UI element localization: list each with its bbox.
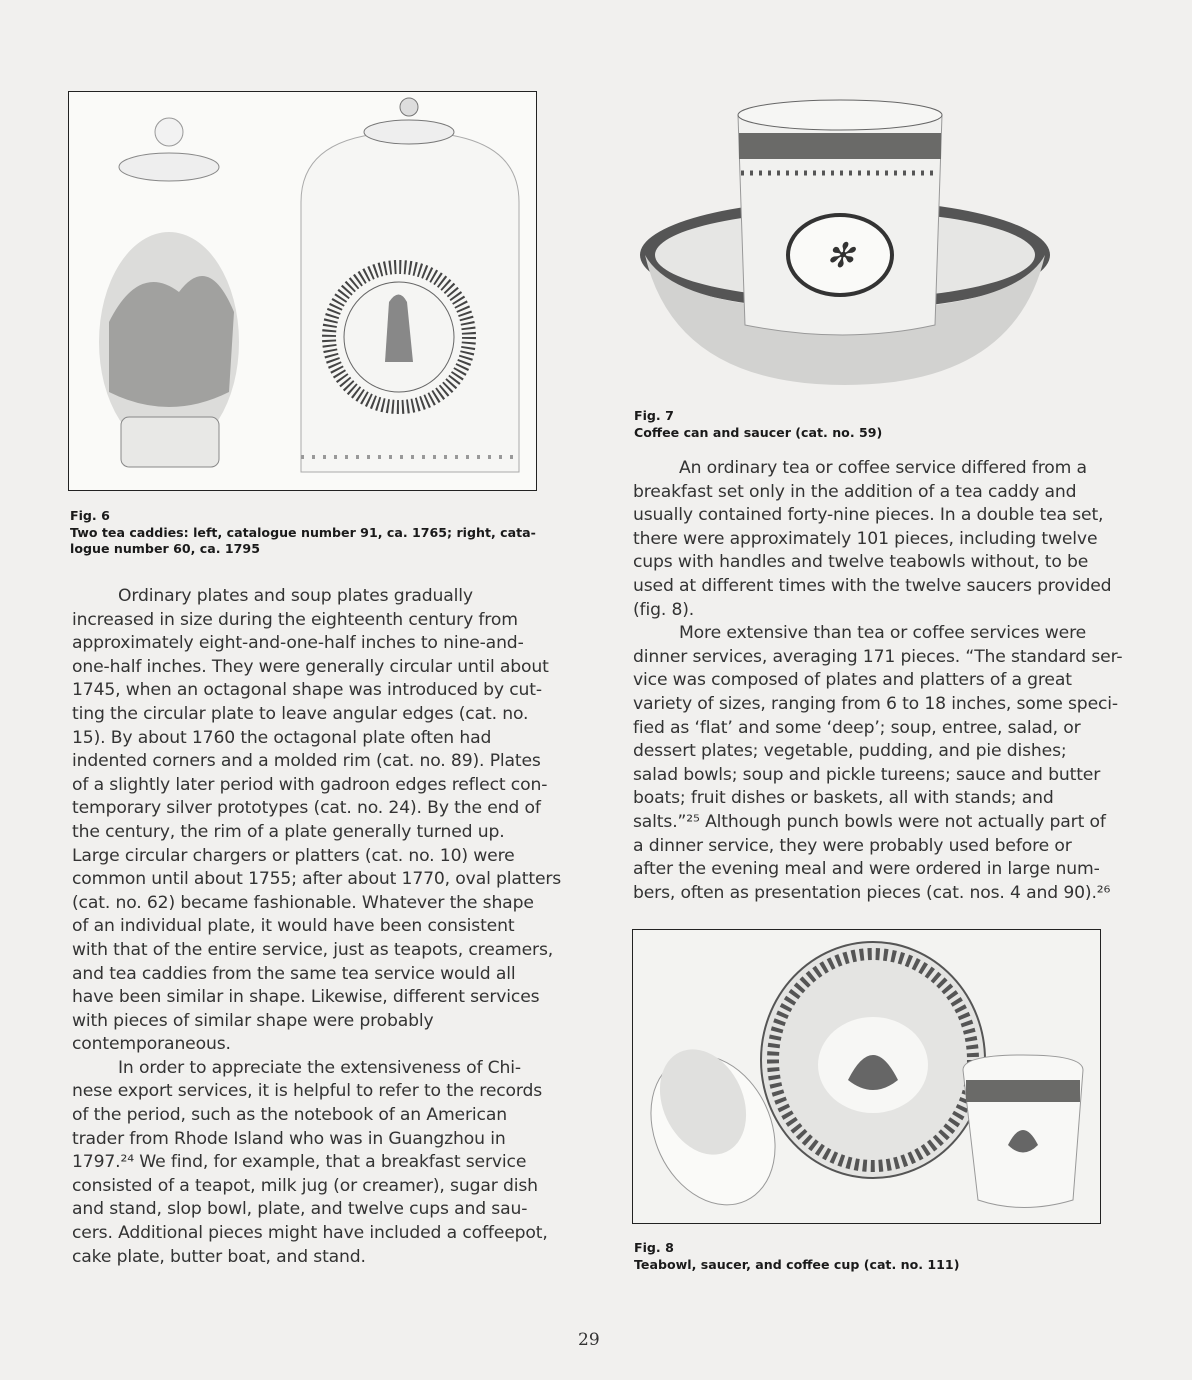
text-line: salad bowls; soup and pickle tureens; sauce and butter bbox=[633, 764, 1101, 785]
text-line: contemporaneous. bbox=[72, 1034, 231, 1055]
text-line: approximately eight-and-one-half inches to nine-and- bbox=[72, 633, 524, 654]
fig7-photo bbox=[635, 95, 1055, 395]
text-line: 1797.²⁴ We find, for example, that a breakfast service bbox=[72, 1152, 527, 1173]
text-line: with pieces of similar shape were probably bbox=[72, 1010, 434, 1031]
text-line: of the period, such as the notebook of an American bbox=[72, 1105, 507, 1126]
text-line: More extensive than tea or coffee services were bbox=[679, 623, 1087, 644]
text-line: vice was composed of plates and platters of a great bbox=[633, 670, 1072, 691]
fig6-caption bbox=[70, 508, 536, 558]
fig7-caption bbox=[634, 408, 882, 441]
fig8-photo bbox=[632, 929, 1101, 1224]
fig7-caption-line: Coffee can and saucer (cat. no. 59) bbox=[634, 424, 883, 440]
text-line: common until about 1755; after about 1770, oval platters bbox=[72, 869, 562, 890]
text-line: and tea caddies from the same tea service would all bbox=[72, 963, 516, 984]
text-line: Large circular chargers or platters (cat. no. 10) were bbox=[72, 845, 515, 866]
text-line: temporary silver prototypes (cat. no. 24). By the end of bbox=[72, 798, 541, 819]
text-line: salts.”²⁵ Although punch bowls were not actually part of bbox=[633, 811, 1106, 832]
text-line: fied as ‘flat’ and some ‘deep’; soup, entree, salad, or bbox=[633, 717, 1081, 738]
text-line: 1745, when an octagonal shape was introduced by cut- bbox=[72, 680, 542, 701]
text-line: after the evening meal and were ordered in large num- bbox=[633, 859, 1100, 880]
tea-caddies-image bbox=[69, 92, 536, 490]
fig7-label: Fig. 7 bbox=[634, 408, 674, 423]
text-line: trader from Rhode Island who was in Guangzhou in bbox=[72, 1128, 506, 1149]
text-line: (fig. 8). bbox=[633, 599, 695, 620]
text-line: bers, often as presentation pieces (cat. nos. 4 and 90).²⁶ bbox=[633, 882, 1111, 903]
text-line: increased in size during the eighteenth century from bbox=[72, 609, 518, 630]
text-line: of a slightly later period with gadroon edges reflect con- bbox=[72, 774, 548, 795]
text-line: there were approximately 101 pieces, including twelve bbox=[633, 528, 1098, 549]
text-line: of an individual plate, it would have been consistent bbox=[72, 916, 515, 937]
text-line: cups with handles and twelve teabowls without, to be bbox=[633, 552, 1089, 573]
text-line: 15). By about 1760 the octagonal plate often had bbox=[72, 727, 492, 748]
fig8-caption bbox=[634, 1240, 959, 1273]
text-line: breakfast set only in the addition of a tea caddy and bbox=[633, 481, 1077, 502]
text-line: usually contained forty-nine pieces. In a double tea set, bbox=[633, 505, 1104, 526]
text-line: one-half inches. They were generally circular until about bbox=[72, 656, 549, 677]
fig6-caption-line: Two tea caddies: left, catalogue number 91, ca. 1765; right, cata- bbox=[70, 524, 536, 540]
fig6-caption-line: logue number 60, ca. 1795 bbox=[70, 541, 260, 556]
text-line: (cat. no. 62) became fashionable. Whatever the shape bbox=[72, 892, 534, 913]
text-line: Ordinary plates and soup plates gradually bbox=[118, 586, 473, 606]
fig6-photo bbox=[68, 91, 537, 491]
text-line: have been similar in shape. Likewise, different services bbox=[72, 987, 540, 1008]
left-column-text bbox=[72, 585, 561, 1269]
fig8-label: Fig. 8 bbox=[634, 1240, 674, 1255]
text-line: In order to appreciate the extensiveness of Chi- bbox=[118, 1057, 521, 1078]
text-line: boats; fruit dishes or baskets, all with stands; and bbox=[633, 788, 1054, 809]
text-line: ting the circular plate to leave angular edges (cat. no. bbox=[72, 703, 529, 724]
text-line: cake plate, butter boat, and stand. bbox=[72, 1246, 366, 1267]
teabowl-saucer-coffee-cup-image bbox=[633, 930, 1100, 1223]
text-line: nese export services, it is helpful to refer to the records bbox=[72, 1081, 543, 1102]
fig8-caption-line: Teabowl, saucer, and coffee cup (cat. no. 111) bbox=[634, 1256, 960, 1272]
text-line: used at different times with the twelve saucers provided bbox=[633, 575, 1112, 596]
text-line: and stand, slop bowl, plate, and twelve cups and sau- bbox=[72, 1199, 528, 1220]
text-line: a dinner service, they were probably used before or bbox=[633, 835, 1072, 856]
page-number: 29 bbox=[578, 1330, 600, 1350]
text-line: variety of sizes, ranging from 6 to 18 inches, some speci- bbox=[633, 693, 1118, 714]
text-line: with that of the entire service, just as teapots, creamers, bbox=[72, 939, 554, 960]
svg-text:✻: ✻ bbox=[825, 236, 855, 276]
text-line: indented corners and a molded rim (cat. no. 89). Plates bbox=[72, 751, 541, 772]
coffee-can-and-saucer-image bbox=[635, 95, 1055, 395]
text-line: cers. Additional pieces might have included a coffeepot, bbox=[72, 1223, 548, 1244]
text-line: An ordinary tea or coffee service differed from a bbox=[679, 458, 1087, 478]
fig6-label: Fig. 6 bbox=[70, 508, 110, 523]
text-line: dessert plates; vegetable, pudding, and pie dishes; bbox=[633, 741, 1067, 762]
text-line: dinner services, averaging 171 pieces. “The standard ser- bbox=[633, 646, 1123, 667]
text-line: consisted of a teapot, milk jug (or creamer), sugar dish bbox=[72, 1175, 538, 1196]
right-column-text bbox=[633, 457, 1122, 905]
text-line: the century, the rim of a plate generally turned up. bbox=[72, 821, 505, 842]
